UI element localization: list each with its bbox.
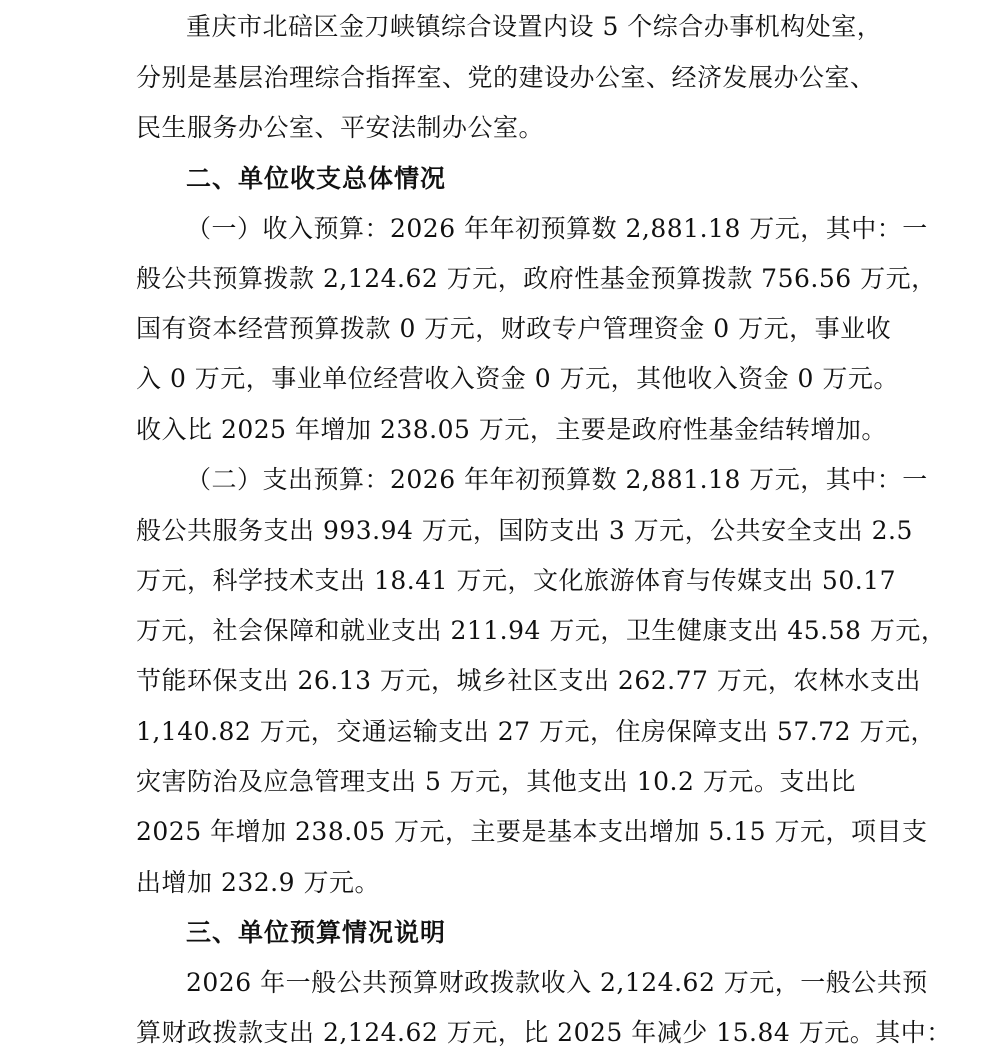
paragraph-line: 入 0 万元，事业单位经营收入资金 0 万元，其他收入资金 0 万元。 — [136, 364, 899, 393]
paragraph-line: 般公共服务支出 993.94 万元，国防支出 3 万元，公共安全支出 2.5 — [136, 516, 913, 545]
section-heading: 二、单位收支总体情况 — [186, 164, 447, 193]
paragraph-line: 重庆市北碚区金刀峡镇综合设置内设 5 个综合办事机构处室， — [186, 12, 883, 41]
paragraph-line: 收入比 2025 年增加 238.05 万元，主要是政府性基金结转增加。 — [136, 415, 887, 444]
paragraph-line: 万元，社会保障和就业支出 211.94 万元，卫生健康支出 45.58 万元， — [136, 616, 947, 645]
paragraph-line: 灾害防治及应急管理支出 5 万元，其他支出 10.2 万元。支出比 — [136, 767, 856, 796]
paragraph-line: 分别是基层治理综合指挥室、党的建设办公室、经济发展办公室、 — [136, 63, 876, 92]
paragraph-line: 般公共预算拨款 2,124.62 万元，政府性基金预算拨款 756.56 万元， — [136, 264, 937, 293]
paragraph-line: 万元，科学技术支出 18.41 万元，文化旅游体育与传媒支出 50.17 — [136, 566, 896, 595]
paragraph-line: （一）收入预算：2026 年年初预算数 2,881.18 万元，其中：一 — [186, 214, 928, 243]
paragraph-line: 2026 年一般公共预算财政拨款收入 2,124.62 万元，一般公共预 — [186, 968, 928, 997]
paragraph-line: 国有资本经营预算拨款 0 万元，财政专户管理资金 0 万元，事业收 — [136, 314, 892, 343]
paragraph-line: 2025 年增加 238.05 万元，主要是基本支出增加 5.15 万元，项目支 — [136, 817, 928, 846]
paragraph-line: 1,140.82 万元，交通运输支出 27 万元，住房保障支出 57.72 万元， — [136, 717, 936, 746]
paragraph-line: 节能环保支出 26.13 万元，城乡社区支出 262.77 万元，农林水支出 — [136, 666, 921, 695]
paragraph-line: （二）支出预算：2026 年年初预算数 2,881.18 万元，其中：一 — [186, 465, 928, 494]
paragraph-line: 出增加 232.9 万元。 — [136, 868, 380, 897]
section-heading: 三、单位预算情况说明 — [186, 918, 447, 947]
paragraph-line: 民生服务办公室、平安法制办公室。 — [136, 113, 545, 142]
paragraph-line: 算财政拨款支出 2,124.62 万元，比 2025 年减少 15.84 万元。其中： — [136, 1018, 952, 1047]
